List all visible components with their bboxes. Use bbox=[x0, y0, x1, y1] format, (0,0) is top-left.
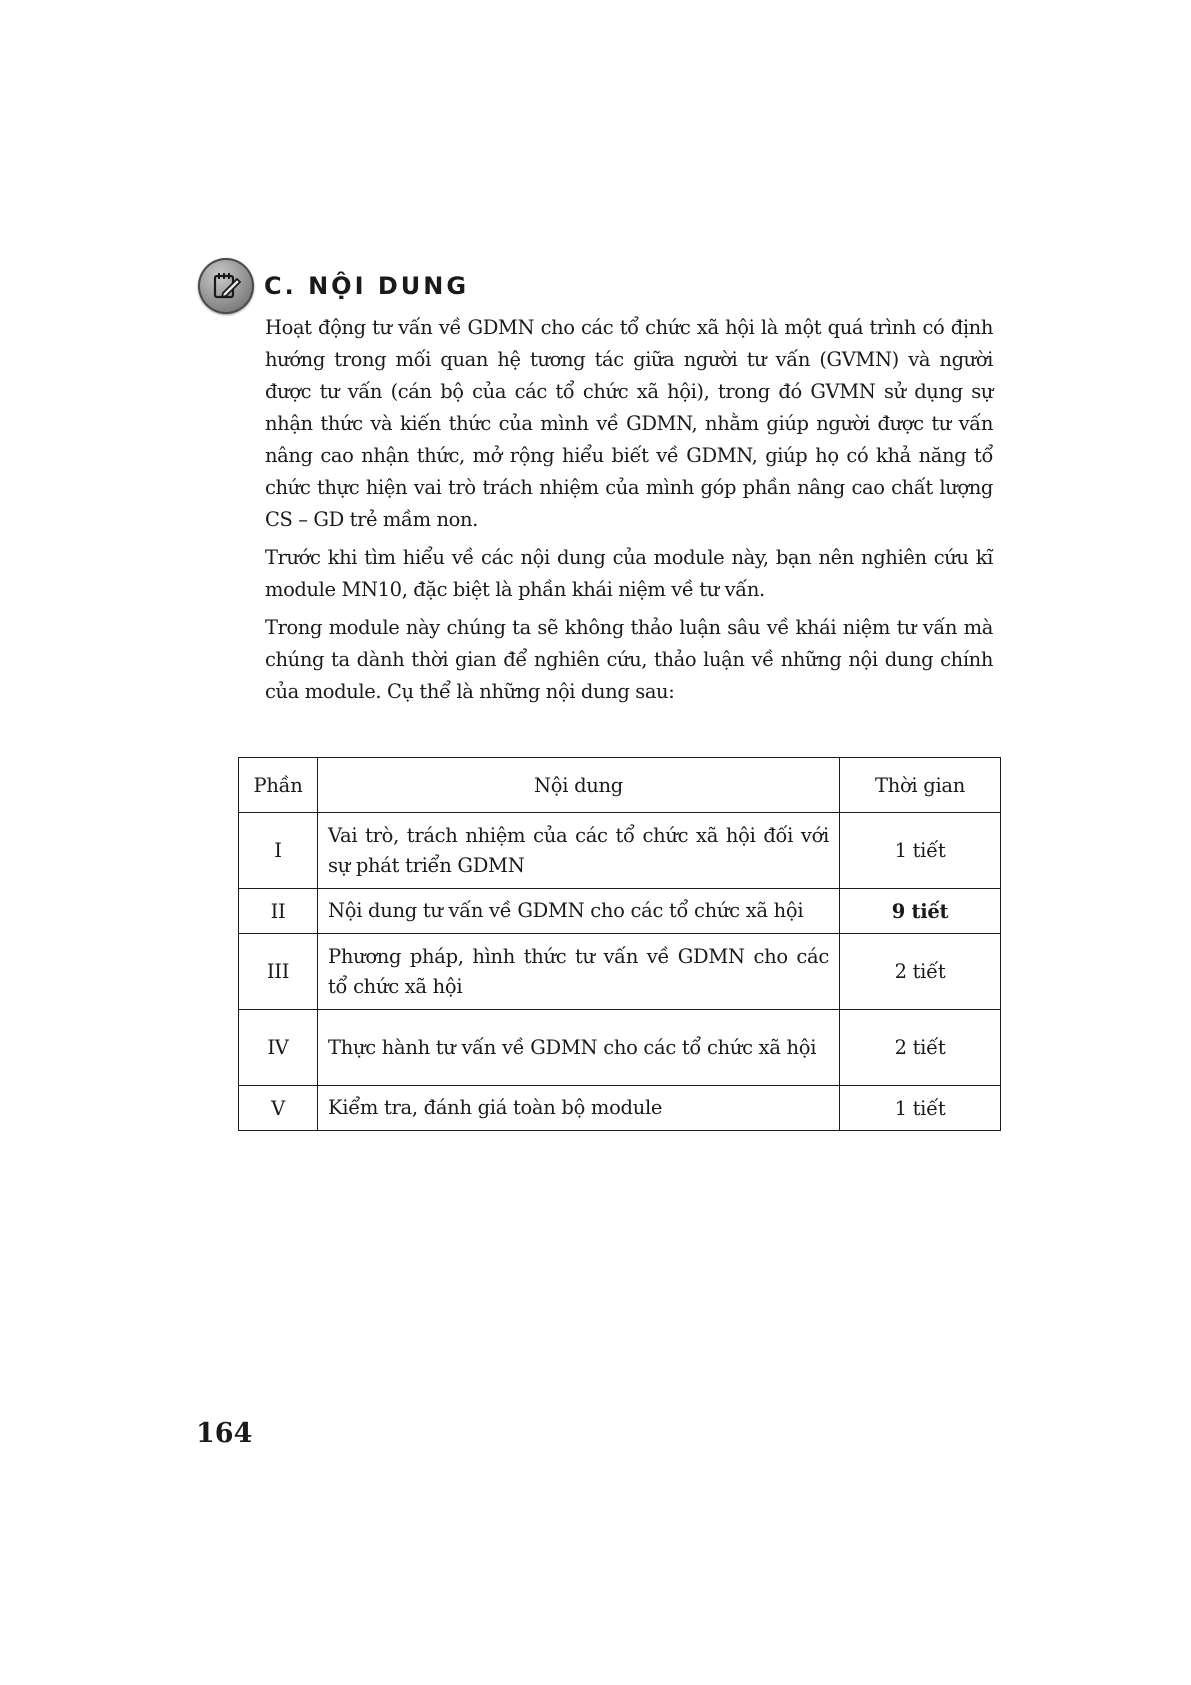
row-content: Thực hành tư vấn về GDMN cho các tổ chức xã hội bbox=[318, 1010, 840, 1086]
table-row bbox=[239, 1086, 1001, 1131]
table-row bbox=[239, 813, 1001, 889]
table-header-row bbox=[239, 758, 1001, 813]
row-part: II bbox=[239, 889, 318, 934]
row-time: 9 tiết bbox=[840, 889, 1001, 934]
header-time: Thời gian bbox=[840, 758, 1001, 813]
row-content: Nội dung tư vấn về GDMN cho các tổ chức xã hội bbox=[318, 889, 840, 934]
table-row bbox=[239, 889, 1001, 934]
row-content: Vai trò, trách nhiệm của các tổ chức xã hội đối với sự phát triển GDMN bbox=[318, 813, 840, 889]
section-heading bbox=[198, 258, 469, 314]
row-part: III bbox=[239, 934, 318, 1010]
row-time: 2 tiết bbox=[840, 934, 1001, 1010]
row-time: 1 tiết bbox=[840, 1086, 1001, 1131]
row-part: I bbox=[239, 813, 318, 889]
row-part: V bbox=[239, 1086, 318, 1131]
notepad-pencil-icon bbox=[198, 258, 254, 314]
body-text bbox=[265, 312, 993, 714]
paragraph: Hoạt động tư vấn về GDMN cho các tổ chức xã hội là một quá trình có định hướng trong mối quan hệ tương tác giữa người tư vấn (GVMN) và người được tư vấn (cán bộ của các tổ chức xã hội), trong đó GVMN sử dụng sự nhận thức và kiến thức của mình về GDMN, nhằm giúp người được tư vấn nâng cao nhận thức, mở rộng hiểu biết về GDMN, giúp họ có khả năng tổ chức thực hiện vai trò trách nhiệm của mình góp phần nâng cao chất lượng CS – GD trẻ mầm non. bbox=[265, 316, 993, 531]
header-part: Phần bbox=[239, 758, 318, 813]
section-title: C. NỘI DUNG bbox=[264, 272, 470, 300]
row-content: Phương pháp, hình thức tư vấn về GDMN cho các tổ chức xã hội bbox=[318, 934, 840, 1010]
paragraph: Trước khi tìm hiểu về các nội dung của module này, bạn nên nghiên cứu kĩ module MN10, đặc biệt là phần khái niệm về tư vấn. bbox=[265, 546, 993, 601]
row-time: 2 tiết bbox=[840, 1010, 1001, 1086]
row-time: 1 tiết bbox=[840, 813, 1001, 889]
table-row bbox=[239, 934, 1001, 1010]
table-row bbox=[239, 1010, 1001, 1086]
module-contents-table bbox=[238, 757, 1001, 1131]
row-content: Kiểm tra, đánh giá toàn bộ module bbox=[318, 1086, 840, 1131]
page-number: 164 bbox=[196, 1418, 253, 1449]
paragraph: Trong module này chúng ta sẽ không thảo luận sâu về khái niệm tư vấn mà chúng ta dành thời gian để nghiên cứu, thảo luận về những nội dung chính của module. Cụ thể là những nội dung sau: bbox=[265, 616, 993, 703]
header-content: Nội dung bbox=[318, 758, 840, 813]
row-part: IV bbox=[239, 1010, 318, 1086]
